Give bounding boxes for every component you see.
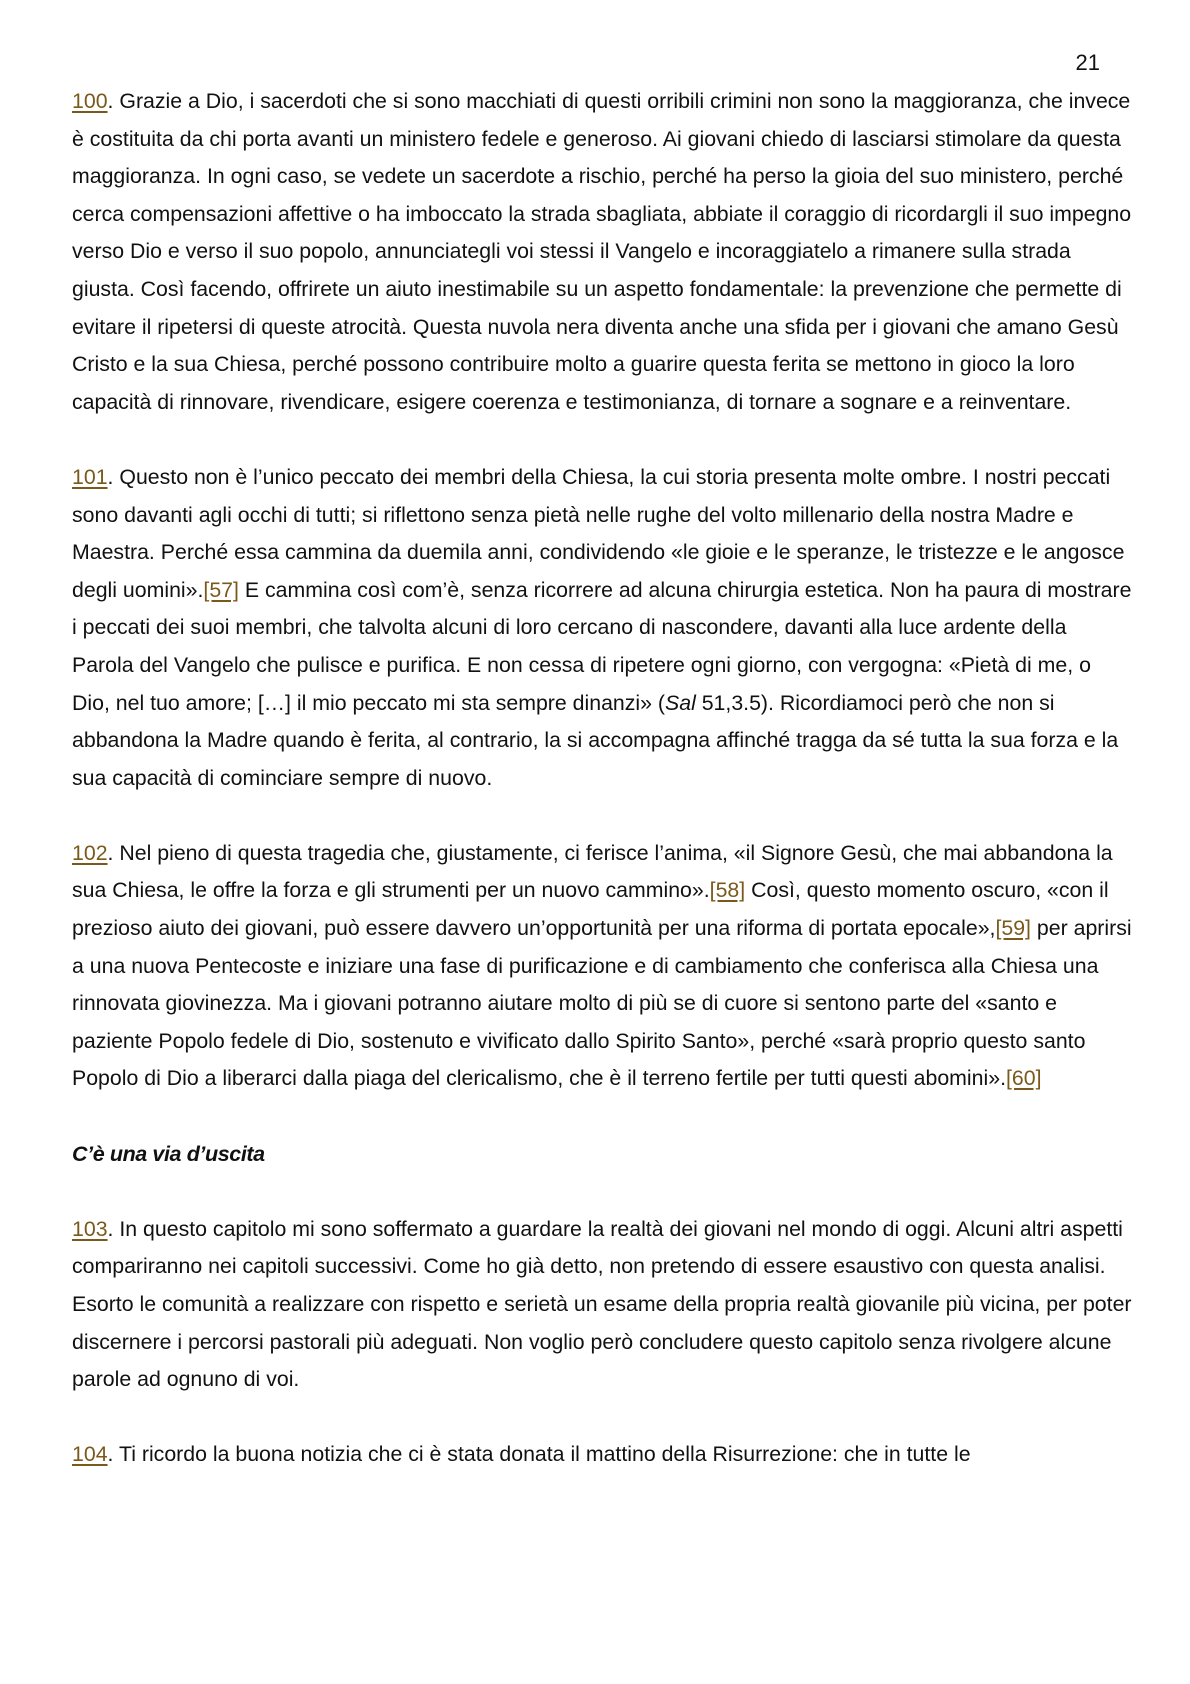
paragraph-number-link[interactable]: 102: [72, 840, 108, 865]
paragraph-spacer: [72, 421, 1132, 459]
footnote-link-58[interactable]: [58]: [709, 878, 746, 903]
paragraph-spacer: [72, 1098, 1132, 1136]
paragraph-number-link[interactable]: 100: [72, 89, 108, 113]
footnote-link-60[interactable]: [60]: [1006, 1066, 1042, 1091]
paragraph-text: Così, questo momento oscuro, «con il prezioso aiuto dei giovani, può essere davvero un’opportunità per una riforma di portata epocale»,: [72, 878, 1109, 941]
citation-italic: Sal: [665, 690, 696, 715]
paragraph-100: [72, 83, 1132, 421]
footnote-link-59[interactable]: [59]: [995, 916, 1031, 941]
document-body: [72, 83, 1132, 1474]
paragraph-number-link[interactable]: 103: [72, 1216, 108, 1241]
paragraph-text: . Nel pieno di questa tragedia che, giustamente, ci ferisce l’anima, «il Signore Gesù, che mai abbandona la sua Chiesa, le offre la forza e gli strumenti per un nuovo cammino».: [72, 840, 1113, 903]
page-number: 21: [1075, 50, 1100, 75]
paragraph-text: . In questo capitolo mi sono soffermato a guardare la realtà dei giovani nel mondo di oggi. Alcuni altri aspetti compariranno nei capitoli successivi. Come ho già detto, non pretendo di essere esaustivo con questa analisi. Esorto le comunità a realizzare con rispetto e serietà un esame della propria realtà giovanile più vicina, per poter discernere i percorsi pastorali più adeguati. Non voglio però concludere questo capitolo senza rivolgere alcune parole ad ognuno di voi.: [72, 1216, 1132, 1392]
footnote-link-57[interactable]: [57]: [203, 577, 239, 602]
paragraph-text: E cammina così com’è, senza ricorrere ad alcuna chirurgia estetica. Non ha paura di mostrare i peccati dei suoi membri, che talvolta alcuni di loro cercano di nascondere, davanti alla luce ardente della Parola del Vangelo che pulisce e purifica. E non cessa di ripetere ogni giorno, con vergogna: «Pietà di me, o Dio, nel tuo amore; […] il mio peccato mi sta sempre dinanzi» (: [72, 577, 1132, 715]
paragraph-text: . Ti ricordo la buona notizia che ci è stata donata il mattino della Risurrezione: che in tutte le: [107, 1442, 971, 1467]
paragraph-spacer: [72, 1173, 1132, 1211]
section-heading: C’è una via d’uscita: [72, 1141, 265, 1166]
paragraph-number-link[interactable]: 104: [72, 1442, 108, 1467]
paragraph-text: per aprirsi a una nuova Pentecoste e iniziare una fase di purificazione e di cambiamento che conferisca alla Chiesa una rinnovata giovinezza. Ma i giovani potranno aiutare molto di più se di cuore si sentono parte del «santo e paziente Popolo fedele di Dio, sostenuto e vivificato dallo Spirito Santo», perché «sarà proprio questo santo Popolo di Dio a liberarci dalla piaga del clericalismo, che è il terreno fertile per tutti questi abomini».: [72, 916, 1132, 1091]
paragraph-spacer: [72, 1399, 1132, 1437]
paragraph-104: [72, 1436, 1132, 1474]
paragraph-103: [72, 1211, 1132, 1399]
paragraph-102: [72, 835, 1132, 1098]
paragraph-number-link[interactable]: 101: [72, 464, 108, 489]
paragraph-spacer: [72, 797, 1132, 835]
paragraph-text: 51,3.5). Ricordiamoci però che non si abbandona la Madre quando è ferita, al contrario, la si accompagna affinché tragga da sé tutta la sua forza e la sua capacità di cominciare sempre di nuovo.: [72, 690, 1119, 790]
paragraph-text: . Questo non è l’unico peccato dei membri della Chiesa, la cui storia presenta molte ombre. I nostri peccati sono davanti agli occhi di tutti; si riflettono senza pietà nelle rughe del volto millenario della nostra Madre e Maestra. Perché essa cammina da duemila anni, condividendo «le gioie e le speranze, le tristezze e le angosce degli uomini».: [72, 464, 1125, 602]
paragraph-text: . Grazie a Dio, i sacerdoti che si sono macchiati di questi orribili crimini non sono la maggioranza, che invece è costituita da chi porta avanti un ministero fedele e generoso. Ai giovani chiedo di lasciarsi stimolare da questa maggioranza. In ogni caso, se vedete un sacerdote a rischio, perché ha perso la gioia del suo ministero, perché cerca compensazioni affettive o ha imboccato la strada sbagliata, abbiate il coraggio di ricordargli il suo impegno verso Dio e verso il suo popolo, annunciategli voi stessi il Vangelo e incoraggiatelo a rimanere sulla strada giusta. Così facendo, offrirete un aiuto inestimabile su un aspetto fondamentale: la prevenzione che permette di evitare il ripetersi di queste atrocità. Questa nuvola nera diventa anche una sfida per i giovani che amano Gesù Cristo e la sua Chiesa, perché possono contribuire molto a guarire questa ferita se mettono in gioco la loro capacità di rinnovare, rivendicare, esigere coerenza e testimonianza, di tornare a sognare e a reinventare.: [72, 89, 1132, 414]
paragraph-101: [72, 459, 1132, 797]
